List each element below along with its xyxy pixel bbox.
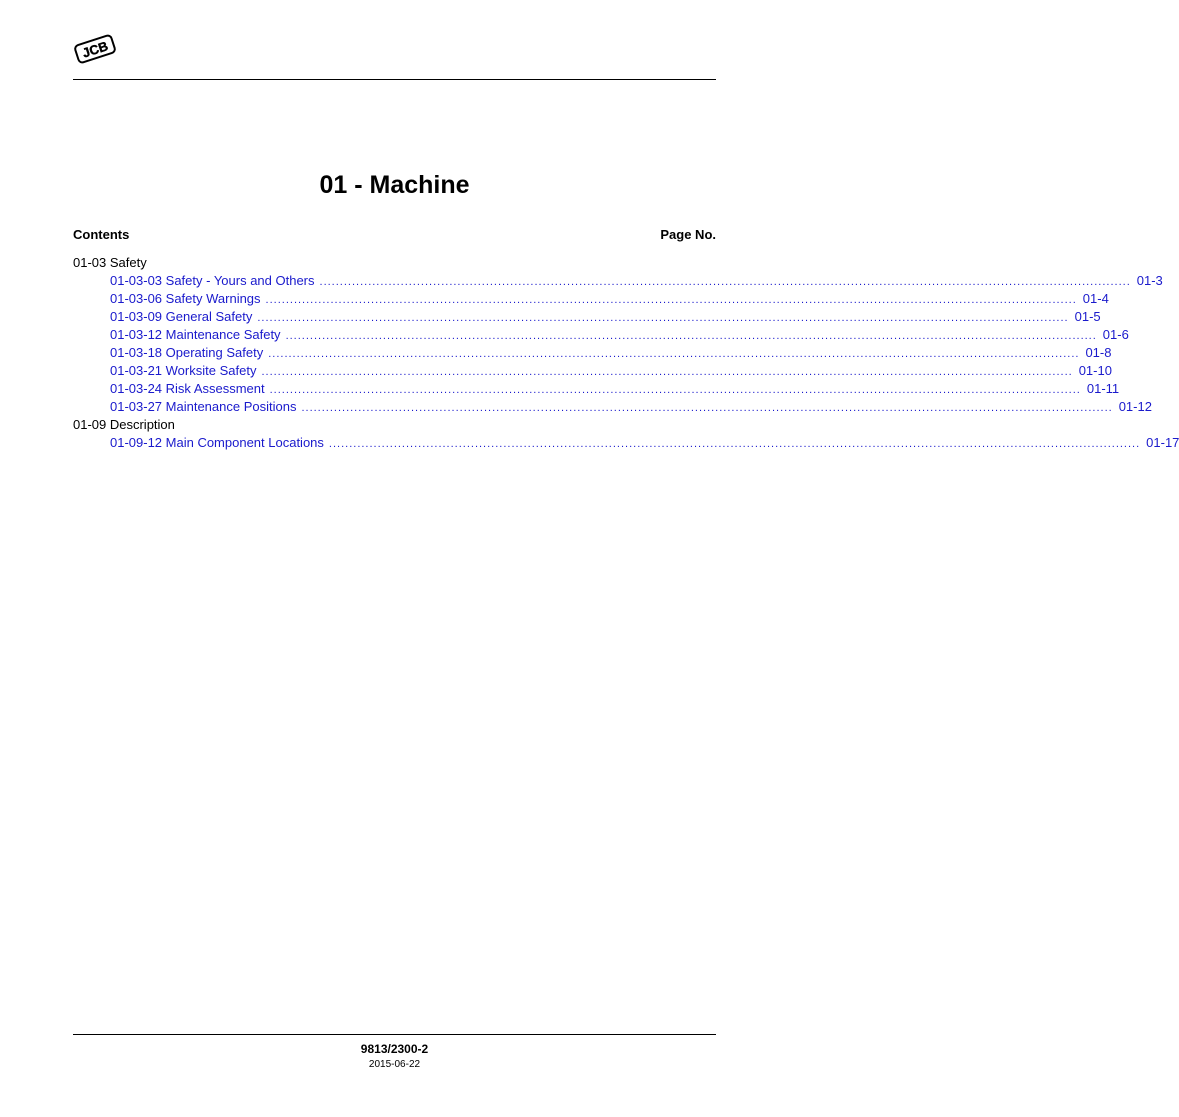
- toc-entry-label: 01-09-12 Main Component Locations: [110, 435, 324, 450]
- toc-entry-page: 01-5: [1074, 309, 1101, 324]
- toc-entry-link[interactable]: [110, 272, 1163, 290]
- toc-entry-page: 01-3: [1136, 273, 1163, 288]
- header-rule: [73, 79, 716, 80]
- toc-entry-label: 01-03-24 Risk Assessment: [110, 381, 265, 396]
- toc-entry-page: 01-11: [1086, 381, 1120, 396]
- toc-entry-page: 01-12: [1118, 399, 1152, 414]
- jcb-logo: [73, 32, 117, 66]
- document-code: 9813/2300-2: [360, 1042, 429, 1056]
- document-date: 2015-06-22: [368, 1059, 421, 1070]
- dot-leader: ........................................................................................................................................................................................................: [268, 348, 1080, 360]
- toc-entry-label: 01-03-27 Maintenance Positions: [110, 399, 297, 414]
- toc-entry-link[interactable]: [110, 290, 1109, 308]
- toc-entry-label: 01-03-09 General Safety: [110, 309, 253, 324]
- toc-entry-label: 01-03-12 Maintenance Safety: [110, 327, 281, 342]
- toc-entry-label: 01-03-03 Safety - Yours and Others: [110, 273, 315, 288]
- toc-entry-link[interactable]: [110, 362, 1112, 380]
- toc-entry-page: 01-17: [1146, 435, 1179, 450]
- toc-entry-link[interactable]: [110, 344, 1112, 362]
- toc-entry-page: 01-8: [1085, 345, 1112, 360]
- svg-text:JCB: JCB: [80, 38, 110, 61]
- page-title: 01 - Machine: [319, 171, 470, 199]
- dot-leader: ........................................................................................................................................................................................................: [301, 402, 1113, 414]
- toc-entry-link[interactable]: [110, 434, 1179, 452]
- dot-leader: ........................................................................................................................................................................................................: [257, 312, 1069, 324]
- dot-leader: ........................................................................................................................................................................................................: [265, 294, 1077, 306]
- dot-leader: ........................................................................................................................................................................................................: [319, 276, 1131, 288]
- toc-entry-label: 01-03-18 Operating Safety: [110, 345, 264, 360]
- toc-entry-link[interactable]: [110, 308, 1101, 326]
- toc-entry-link[interactable]: [110, 380, 1120, 398]
- toc-entry-link[interactable]: [110, 326, 1129, 344]
- dot-leader: ........................................................................................................................................................................................................: [328, 438, 1141, 450]
- toc-entry-label: 01-03-21 Worksite Safety: [110, 363, 257, 378]
- dot-leader: ........................................................................................................................................................................................................: [261, 366, 1073, 378]
- page-no-heading: Page No.: [660, 227, 716, 242]
- toc-entry-page: 01-4: [1082, 291, 1109, 306]
- table-of-contents: [73, 254, 1179, 452]
- contents-heading: Contents: [73, 227, 130, 242]
- toc-entry-page: 01-6: [1102, 327, 1129, 342]
- toc-entry-link[interactable]: [110, 398, 1152, 416]
- dot-leader: ........................................................................................................................................................................................................: [285, 330, 1097, 342]
- dot-leader: ........................................................................................................................................................................................................: [269, 384, 1081, 396]
- toc-entry-page: 01-10: [1078, 363, 1112, 378]
- toc-section-heading: 01-03 Safety: [73, 255, 147, 270]
- footer-rule: [73, 1034, 716, 1035]
- toc-section-heading: 01-09 Description: [73, 417, 175, 432]
- toc-entry-label: 01-03-06 Safety Warnings: [110, 291, 261, 306]
